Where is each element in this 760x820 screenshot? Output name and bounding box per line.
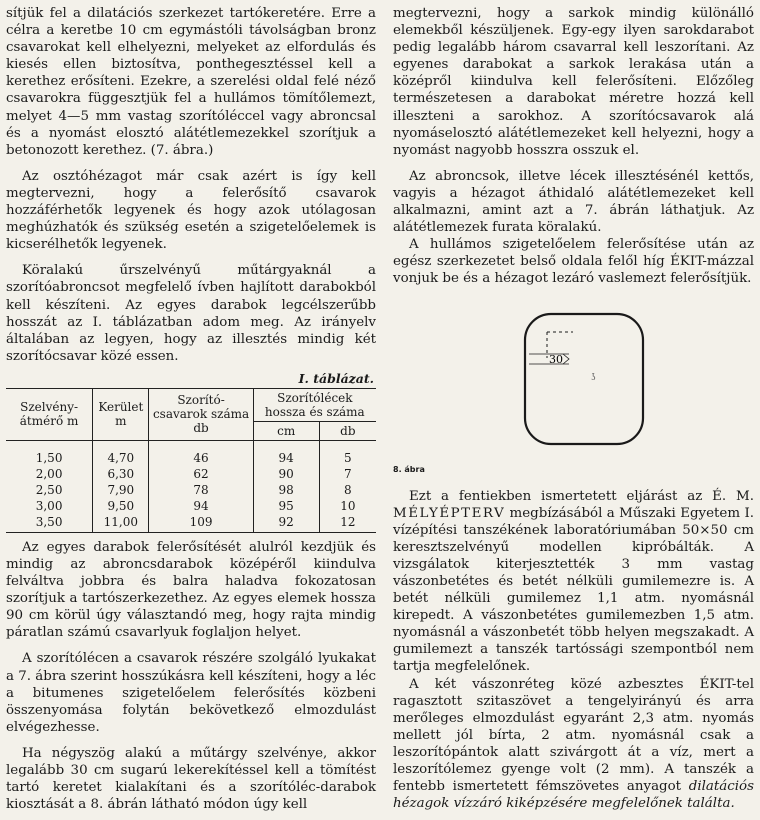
table-row (6, 466, 376, 482)
paragraph (393, 488, 754, 676)
table-cell: 7 (319, 466, 376, 482)
figure-8 (393, 294, 754, 474)
rounded-frame-outline (525, 314, 643, 444)
table-cell: 8 (319, 482, 376, 498)
text-run: Ezt a fentiekben ismertetett eljárást az É. M. (409, 488, 754, 504)
table-row (6, 440, 376, 466)
frame-diagram (393, 294, 754, 464)
paragraph: Ha négyszög alakú a műtárgy szelvénye, akkor legalább 30 cm sugarú lekerekítéssel kell a tömítést tartó keretet kialakítani és a szorítóléc-darabok kiosztását a 8. ábrán látható módon úgy kell (6, 745, 376, 813)
header-perimeter: Kerület m (93, 388, 149, 440)
table-cell: 4,70 (93, 440, 149, 466)
dimension-label: 30 (549, 352, 563, 366)
table-cell: 92 (253, 514, 319, 533)
bolt-table (6, 388, 376, 533)
table-cell: 78 (149, 482, 253, 498)
right-column (393, 5, 754, 812)
table-cell: 5 (319, 440, 376, 466)
paragraph: sítjük fel a dilatációs szerkezet tartókeretére. Erre a célra a keretbe 10 cm egymástóli távolságban bronz csavarokat kell elhelyezni, melyeket az elfordulás és kiesés ellen biztosítva, ponthegesztéssel kell a kerethez erősíteni. Ezekre, a szerelési oldal felé néző csavarokra függesztjük fel a hullámos tömítőlemezt, melyet 4—5 mm vastag szorítóléccel vagy abroncsal és a nyomást elosztó alátétlemezekkel szorítjuk a betonozott kerethez. (7. ábra.) (6, 6, 376, 158)
table-cell: 94 (149, 498, 253, 514)
table-cell: 98 (253, 482, 319, 498)
header-slats: Szorítólécek hossza és száma (253, 388, 376, 421)
paragraph: Köralakú űrszelvényű műtárgyaknál a szorítóabroncsot megfelelő ívben hajlított darabokból kell készíteni. Az egyes darabok legcélszerűbb hosszát az I. táblázatban adom meg. Az irányelv általában az legyen, hogy az illesztés mindig két szorítócsavar közé essen. (6, 263, 376, 364)
paragraph: Az abroncsok, illetve lécek illesztésénél kettős, vagyis a hézagot áthidaló alátétlemezeket kell alkalmazni, amint azt a 7. ábrán láthatjuk. Az alátétlemezek furata köralakú. (393, 168, 754, 236)
figure-caption: 8. ábra (393, 464, 425, 474)
table-cell: 94 (253, 440, 319, 466)
header-diameter: Szelvény-átmérő m (6, 388, 93, 440)
emphasized-text: dilatációs hézagok vízzáró kiképzésére megfelelőnek találta. (393, 779, 754, 812)
table-cell: 12 (319, 514, 376, 533)
header-bolts: Szorító-csavarok száma db (149, 388, 253, 440)
table-cell: 11,00 (93, 514, 149, 533)
table-cell: 62 (149, 466, 253, 482)
table-cell: 95 (253, 498, 319, 514)
paragraph: Az egyes darabok felerősítését alulról kezdjük és mindig az abroncsdarabok középéről kiindulva felváltva jobbra és balra haladva fokozatosan szorítjuk a tartószerkezethez. Az egyes elemek hossza 90 cm körül úgy választandó meg, hogy rajta mindig páratlan számú csavarlyuk foglaljon helyet. (6, 539, 376, 641)
table-cell: 6,30 (93, 466, 149, 482)
text-run: megbízásából a Műszaki Egyetem I. vízépítési tanszékének laboratóriumában 50×50 cm keresztszelvényű modellen kipróbálták. A vizsgálatok kiterjesztették 3 mm vastag vászonbetétes és betét nélküli gumilemezre is. A betét nélküli gumilemez 1,1 atm. nyomásnál kirepedt. A vászonbetétes gumilemezben 1,5 atm. nyomásnál a vászonbetét több helyen megszakadt. A gumilemezt a tanszék tartóssági szempontból nem tartja megfelelőnek. (393, 505, 754, 675)
paragraph: Az osztóhézagot már csak azért is így kell megtervezni, hogy a felerősítő csavarok hozzáférhetők legyenek és hogy azok utólagosan meghúzhatók és szükség esetén a szigetelőelemek is kicserélhetők legyenek. (6, 168, 376, 253)
dimension-arrow (563, 354, 569, 364)
table-cell: 9,50 (93, 498, 149, 514)
paragraph: A szorítólécen a csavarok részére szolgáló lyukakat a 7. ábra szerint hosszúkásra kell készíteni, hogy a léc a bitumenes szigetelőelem felerősítés közbeni összenyomása folytán bekövetkező elmozdulást elvégezhesse. (6, 651, 376, 735)
table-row (6, 482, 376, 498)
paragraph: megtervezni, hogy a sarkok mindig különálló elemekből készüljenek. Egy-egy ilyen sarokdarabot pedig legalább három csavarral kell leszorítani. Az egyenes darabokat a sarkok lerakása után a középről kiindulva kell felerősíteni. Előzőleg természetesen a darabokat méretre hozzá kell illeszteni a sarokhoz. A szorítócsavarok alá nyomáselosztó alátétlemezeket kell helyezni, hogy a nyomást nagyobb hosszra osszuk el. (393, 6, 754, 158)
table-cell: 46 (149, 440, 253, 466)
table-cell: 90 (253, 466, 319, 482)
bolt-mark: ʖ (591, 372, 596, 383)
organization-name: MÉLYÉPTERV (393, 505, 506, 521)
table-cell: 10 (319, 498, 376, 514)
header-slats-cm: cm (253, 421, 319, 440)
table-cell: 1,50 (35, 450, 63, 465)
paragraph (393, 676, 754, 813)
header-slats-db: db (319, 421, 376, 440)
table-cell: 3,00 (35, 498, 63, 513)
left-column (6, 5, 376, 813)
table-row (6, 514, 376, 533)
table-cell: 2,50 (35, 482, 63, 497)
table-cell: 2,00 (35, 466, 63, 481)
table-row (6, 498, 376, 514)
table-cell: 3,50 (6, 514, 93, 533)
paragraph: A hullámos szigetelőelem felerősítése után az egész szerkezetet belső oldala felől híg ÉKIT-mázzal vonjuk be és a hézagot lezáró vaslemezt felerősítjük. (393, 237, 754, 287)
table-cell: 7,90 (93, 482, 149, 498)
table-caption: I. táblázat. (298, 370, 374, 386)
text-run: A két vászonréteg közé azbesztes ÉKIT-tel ragasztott szitaszövet a tengelyirányú és arra merőleges elmozdulást egyaránt 2,3 atm. nyomás mellett jól bírta, 2 atm. nyomásnál csak a leszorítópántok alatt szivárgott át a víz, mert a leszorítólemez gyenge volt (2 mm). A tanszék a fentebb ismertetett fémszövetes anyagot (393, 676, 754, 795)
table-cell: 109 (149, 514, 253, 533)
